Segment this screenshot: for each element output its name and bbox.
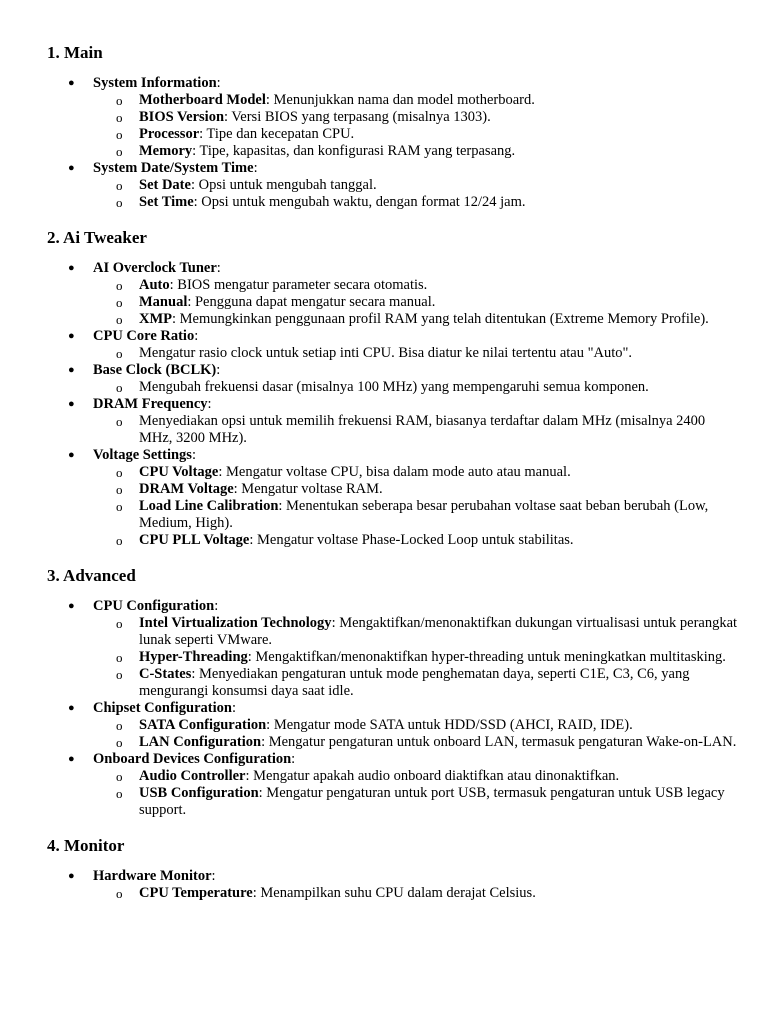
sub-item-description: : Menyediakan pengaturan untuk mode penghematan daya, seperti C1E, C3, C6, yang mengurangi konsumsi daya saat idle. (139, 666, 690, 699)
sub-item-description: Menyediakan opsi untuk memilih frekuensi RAM, biasanya terdaftar dalam MHz (misalnya 2400 MHz, 3200 MHz). (139, 413, 706, 446)
item-suffix: : (191, 447, 196, 463)
section-heading: 3. Advanced (47, 566, 136, 585)
section-list (47, 598, 738, 819)
sub-list (93, 615, 738, 700)
item-label: Voltage Settings (93, 447, 192, 463)
circle-bullet-icon: o (116, 499, 123, 514)
item-label: Chipset Configuration (93, 700, 232, 716)
sub-list (93, 717, 738, 751)
sub-list (93, 277, 738, 328)
circle-bullet-icon: o (116, 533, 123, 548)
bullet-icon: ● (68, 330, 75, 342)
circle-bullet-icon: o (116, 178, 123, 193)
sub-list-item (93, 666, 738, 700)
circle-bullet-icon: o (116, 278, 123, 293)
circle-bullet-icon: o (116, 482, 123, 497)
circle-bullet-icon: o (116, 295, 123, 310)
sub-item-description: : Mengaktifkan/menonaktifkan hyper-threading untuk meningkatkan multitasking. (247, 649, 726, 665)
sub-list-item (93, 311, 738, 328)
sub-item-term: C-States (139, 666, 192, 682)
sub-list-item (93, 109, 738, 126)
bullet-icon: ● (68, 702, 75, 714)
list-item (47, 362, 738, 396)
sub-item-description: Mengubah frekuensi dasar (misalnya 100 MHz) yang mempengaruhi semua komponen. (139, 379, 649, 395)
sub-item-term: Auto (139, 277, 170, 293)
section-list (47, 75, 738, 211)
sub-item-description: : Menentukan seberapa besar perubahan voltase saat beban berubah (Low, Medium, High). (139, 498, 709, 531)
circle-bullet-icon: o (116, 127, 123, 142)
bullet-icon: ● (68, 870, 75, 882)
sub-item-description: : Mengatur apakah audio onboard diaktifkan atau dinonaktifkan. (245, 768, 620, 784)
section-list (47, 868, 738, 902)
sub-item-description: : Opsi untuk mengubah waktu, dengan format 12/24 jam. (193, 194, 526, 210)
sub-list-item (93, 92, 738, 109)
item-suffix: : (211, 868, 216, 884)
sub-item-description: : Pengguna dapat mengatur secara manual. (187, 294, 436, 310)
sub-item-description: : Mengatur pengaturan untuk port USB, termasuk pengaturan untuk USB legacy support. (139, 785, 725, 818)
bullet-icon: ● (68, 449, 75, 461)
item-suffix: : (231, 700, 237, 716)
sub-list-item (93, 768, 738, 785)
sub-list-item (93, 413, 738, 447)
section-gap (47, 549, 738, 565)
item-suffix: : (216, 362, 221, 378)
sub-item-description: : Mengatur pengaturan untuk onboard LAN, termasuk pengaturan Wake-on-LAN. (261, 734, 737, 750)
sub-item-term: Memory (139, 143, 193, 159)
sub-list (93, 379, 738, 396)
circle-bullet-icon: o (116, 93, 123, 108)
section-gap (47, 211, 738, 227)
item-label: CPU Core Ratio (93, 328, 195, 344)
list-item (47, 260, 738, 328)
circle-bullet-icon: o (116, 667, 123, 682)
circle-bullet-icon: o (116, 144, 123, 159)
circle-bullet-icon: o (116, 346, 123, 361)
sub-list-item (93, 345, 738, 362)
sub-item-term: CPU Temperature (139, 885, 253, 901)
circle-bullet-icon: o (116, 718, 123, 733)
section-gap (47, 819, 738, 835)
sub-item-term: LAN Configuration (139, 734, 262, 750)
sub-item-description: : Menampilkan suhu CPU dalam derajat Celsius. (252, 885, 536, 901)
circle-bullet-icon: o (116, 414, 123, 429)
sub-item-term: Motherboard Model (139, 92, 266, 108)
sub-item-term: Set Time (139, 194, 194, 210)
section-heading: 2. Ai Tweaker (47, 228, 147, 247)
sub-list-item (93, 143, 738, 160)
list-item (47, 700, 738, 751)
sub-item-description: : BIOS mengatur parameter secara otomatis. (169, 277, 428, 293)
sub-item-description: : Mengatur voltase Phase-Locked Loop untuk stabilitas. (249, 532, 574, 548)
sub-item-description: : Opsi untuk mengubah tanggal. (190, 177, 377, 193)
list-item (47, 598, 738, 700)
item-suffix: : (253, 160, 258, 176)
sub-list (93, 345, 738, 362)
circle-bullet-icon: o (116, 786, 123, 801)
sub-item-term: Set Date (139, 177, 191, 193)
sub-item-description: : Tipe, kapasitas, dan konfigurasi RAM yang terpasang. (192, 143, 516, 159)
sub-list-item (93, 177, 738, 194)
sub-item-description: : Versi BIOS yang terpasang (misalnya 1303). (224, 109, 491, 125)
sub-item-description: : Mengatur mode SATA untuk HDD/SSD (AHCI, RAID, IDE). (266, 717, 633, 733)
item-label: DRAM Frequency (93, 396, 208, 412)
sub-item-term: Hyper-Threading (139, 649, 248, 665)
sub-list-item (93, 785, 738, 819)
circle-bullet-icon: o (116, 616, 123, 631)
circle-bullet-icon: o (116, 650, 123, 665)
sub-list-item (93, 194, 738, 211)
sub-item-term: Load Line Calibration (139, 498, 279, 514)
sub-item-term: Manual (139, 294, 188, 310)
sub-item-term: SATA Configuration (139, 717, 267, 733)
item-suffix: : (291, 751, 296, 767)
sub-item-term: USB Configuration (139, 785, 259, 801)
sub-item-term: DRAM Voltage (139, 481, 234, 497)
sub-list-item (93, 294, 738, 311)
bullet-icon: ● (68, 162, 75, 174)
circle-bullet-icon: o (116, 380, 123, 395)
bullet-icon: ● (68, 398, 75, 410)
sub-list-item (93, 734, 738, 751)
circle-bullet-icon: o (116, 886, 123, 901)
circle-bullet-icon: o (116, 735, 123, 750)
item-suffix: : (216, 75, 221, 91)
sub-item-term: Intel Virtualization Technology (139, 615, 332, 631)
sub-list-item (93, 481, 738, 498)
item-suffix: : (207, 396, 212, 412)
list-item (47, 447, 738, 549)
item-label: System Date/System Time (93, 160, 254, 176)
sub-list-item (93, 498, 738, 532)
sub-item-description: Mengatur rasio clock untuk setiap inti CPU. Bisa diatur ke nilai tertentu atau "Auto". (139, 345, 633, 361)
item-label: CPU Configuration (93, 598, 215, 614)
bullet-icon: ● (68, 600, 75, 612)
sub-item-term: CPU PLL Voltage (139, 532, 250, 548)
sub-list (93, 768, 738, 819)
sub-item-description: : Menunjukkan nama dan model motherboard. (265, 92, 535, 108)
sub-list-item (93, 126, 738, 143)
sub-item-term: BIOS Version (139, 109, 225, 125)
list-item (47, 160, 738, 211)
sub-item-description: : Mengatur voltase RAM. (233, 481, 383, 497)
bullet-icon: ● (68, 77, 75, 89)
sub-item-term: XMP (139, 311, 173, 327)
sub-list-item (93, 615, 738, 649)
sub-list-item (93, 885, 738, 902)
item-suffix: : (214, 598, 219, 614)
bullet-icon: ● (68, 364, 75, 376)
sub-list-item (93, 649, 738, 666)
sub-item-term: Processor (139, 126, 200, 142)
sub-list-item (93, 379, 738, 396)
list-item (47, 396, 738, 447)
list-item (47, 868, 738, 902)
section-heading: 1. Main (47, 43, 103, 62)
sub-list (93, 413, 738, 447)
sub-list-item (93, 717, 738, 734)
item-label: Base Clock (BCLK) (93, 362, 217, 378)
bullet-icon: ● (68, 262, 75, 274)
sub-item-description: : Mengatur voltase CPU, bisa dalam mode auto atau manual. (218, 464, 571, 480)
sub-item-description: : Memungkinkan penggunaan profil RAM yang telah ditentukan (Extreme Memory Profile). (172, 311, 709, 327)
item-suffix: : (216, 260, 221, 276)
item-label: Hardware Monitor (93, 868, 212, 884)
sub-list (93, 92, 738, 160)
sub-item-term: Audio Controller (139, 768, 246, 784)
section-heading: 4. Monitor (47, 836, 125, 855)
list-item (47, 328, 738, 362)
sub-list (93, 464, 738, 549)
circle-bullet-icon: o (116, 195, 123, 210)
circle-bullet-icon: o (116, 465, 123, 480)
sub-list (93, 177, 738, 211)
item-label: System Information (93, 75, 217, 91)
sub-list (93, 885, 738, 902)
list-item (47, 751, 738, 819)
sub-list-item (93, 532, 738, 549)
circle-bullet-icon: o (116, 769, 123, 784)
sub-list-item (93, 464, 738, 481)
item-suffix: : (194, 328, 199, 344)
list-item (47, 75, 738, 160)
sub-item-term: CPU Voltage (139, 464, 219, 480)
item-label: AI Overclock Tuner (93, 260, 217, 276)
sub-item-description: : Mengaktifkan/menonaktifkan dukungan virtualisasi untuk perangkat lunak seperti VMware. (139, 615, 738, 648)
item-label: Onboard Devices Configuration (93, 751, 292, 767)
sub-list-item (93, 277, 738, 294)
sub-item-description: : Tipe dan kecepatan CPU. (199, 126, 355, 142)
circle-bullet-icon: o (116, 312, 123, 327)
section-list (47, 260, 738, 549)
bullet-icon: ● (68, 753, 75, 765)
circle-bullet-icon: o (116, 110, 123, 125)
